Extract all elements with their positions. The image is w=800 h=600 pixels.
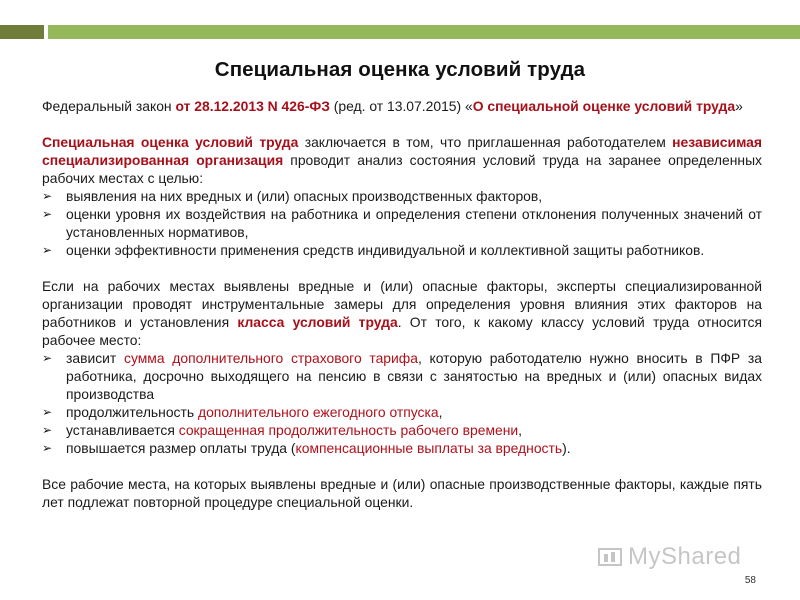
closing-paragraph: Все рабочие места, на которых выявлены вредные и (или) опасные производственные факторы, каждые пять лет подлежат повторной процедуре специальной оценки. [42, 476, 762, 510]
arrow-bullet-icon: ➢ [42, 423, 53, 437]
law-name: О специальной оценке условий труда [472, 98, 736, 114]
goals-list [42, 187, 762, 259]
list-item: ➢ устанавливается сокращенная продолжительность рабочего времени, [42, 422, 523, 438]
list-item: ➢ оценки эффективности применения средств индивидуальной и коллективной защиты работников. [42, 242, 705, 258]
intro-paragraph: Специальная оценка условий труда заключается в том, что приглашенная работодателем независимая специализированная организация проводит анализ состояния условий труда на заранее определенных рабочих местах с целью: [42, 134, 762, 186]
page-number: 58 [744, 575, 756, 586]
page-title: Специальная оценка условий труда [214, 58, 586, 81]
header-bar-dark [0, 25, 44, 39]
watermark: MyShared [596, 540, 766, 574]
arrow-bullet-icon: ➢ [42, 441, 53, 455]
arrow-bullet-icon: ➢ [42, 243, 53, 257]
list-item: ➢ продолжительность дополнительного ежегодного отпуска, [42, 404, 443, 420]
watermark-logo-icon [596, 543, 624, 571]
header-bar-light [48, 25, 800, 39]
arrow-bullet-icon: ➢ [42, 405, 53, 419]
list-item: ➢ оценки уровня их воздействия на работника и определения степени отклонения полученных значений от установленных нормативов, [42, 206, 762, 240]
effects-list [42, 349, 762, 457]
list-item: ➢ выявления на них вредных и (или) опасных производственных факторов, [42, 188, 543, 204]
list-item: ➢ повышается размер оплаты труда (компенсационные выплаты за вредность). [42, 440, 571, 456]
intro-org: независимая специализированная организация [42, 134, 762, 168]
arrow-bullet-icon: ➢ [42, 189, 53, 203]
second-paragraph: Если на рабочих местах выявлены вредные и (или) опасные факторы, эксперты специализированной организации проводят инструментальные замеры для определения уровня влияния этих факторов на работников и установления класса условий труда. От того, к какому классу условий труда относится рабочее место: [42, 278, 762, 348]
slide-content [42, 97, 762, 511]
arrow-bullet-icon: ➢ [42, 351, 53, 365]
class-term: класса условий труда [237, 314, 398, 330]
law-reference: Федеральный закон от 28.12.2013 N 426-ФЗ (ред. от 13.07.2015) «О специальной оценке условий труда» [42, 98, 743, 114]
law-number: от 28.12.2013 N 426-ФЗ [175, 98, 330, 114]
list-item: ➢ зависит сумма дополнительного страхового тарифа, которую работодателю нужно вносить в ПФР за работника, досрочно выходящего на пенсию в связи с занятостью на вредных и (или) опасных видах производства [42, 350, 762, 402]
arrow-bullet-icon: ➢ [42, 207, 53, 221]
intro-term: Специальная оценка условий труда [42, 134, 299, 150]
